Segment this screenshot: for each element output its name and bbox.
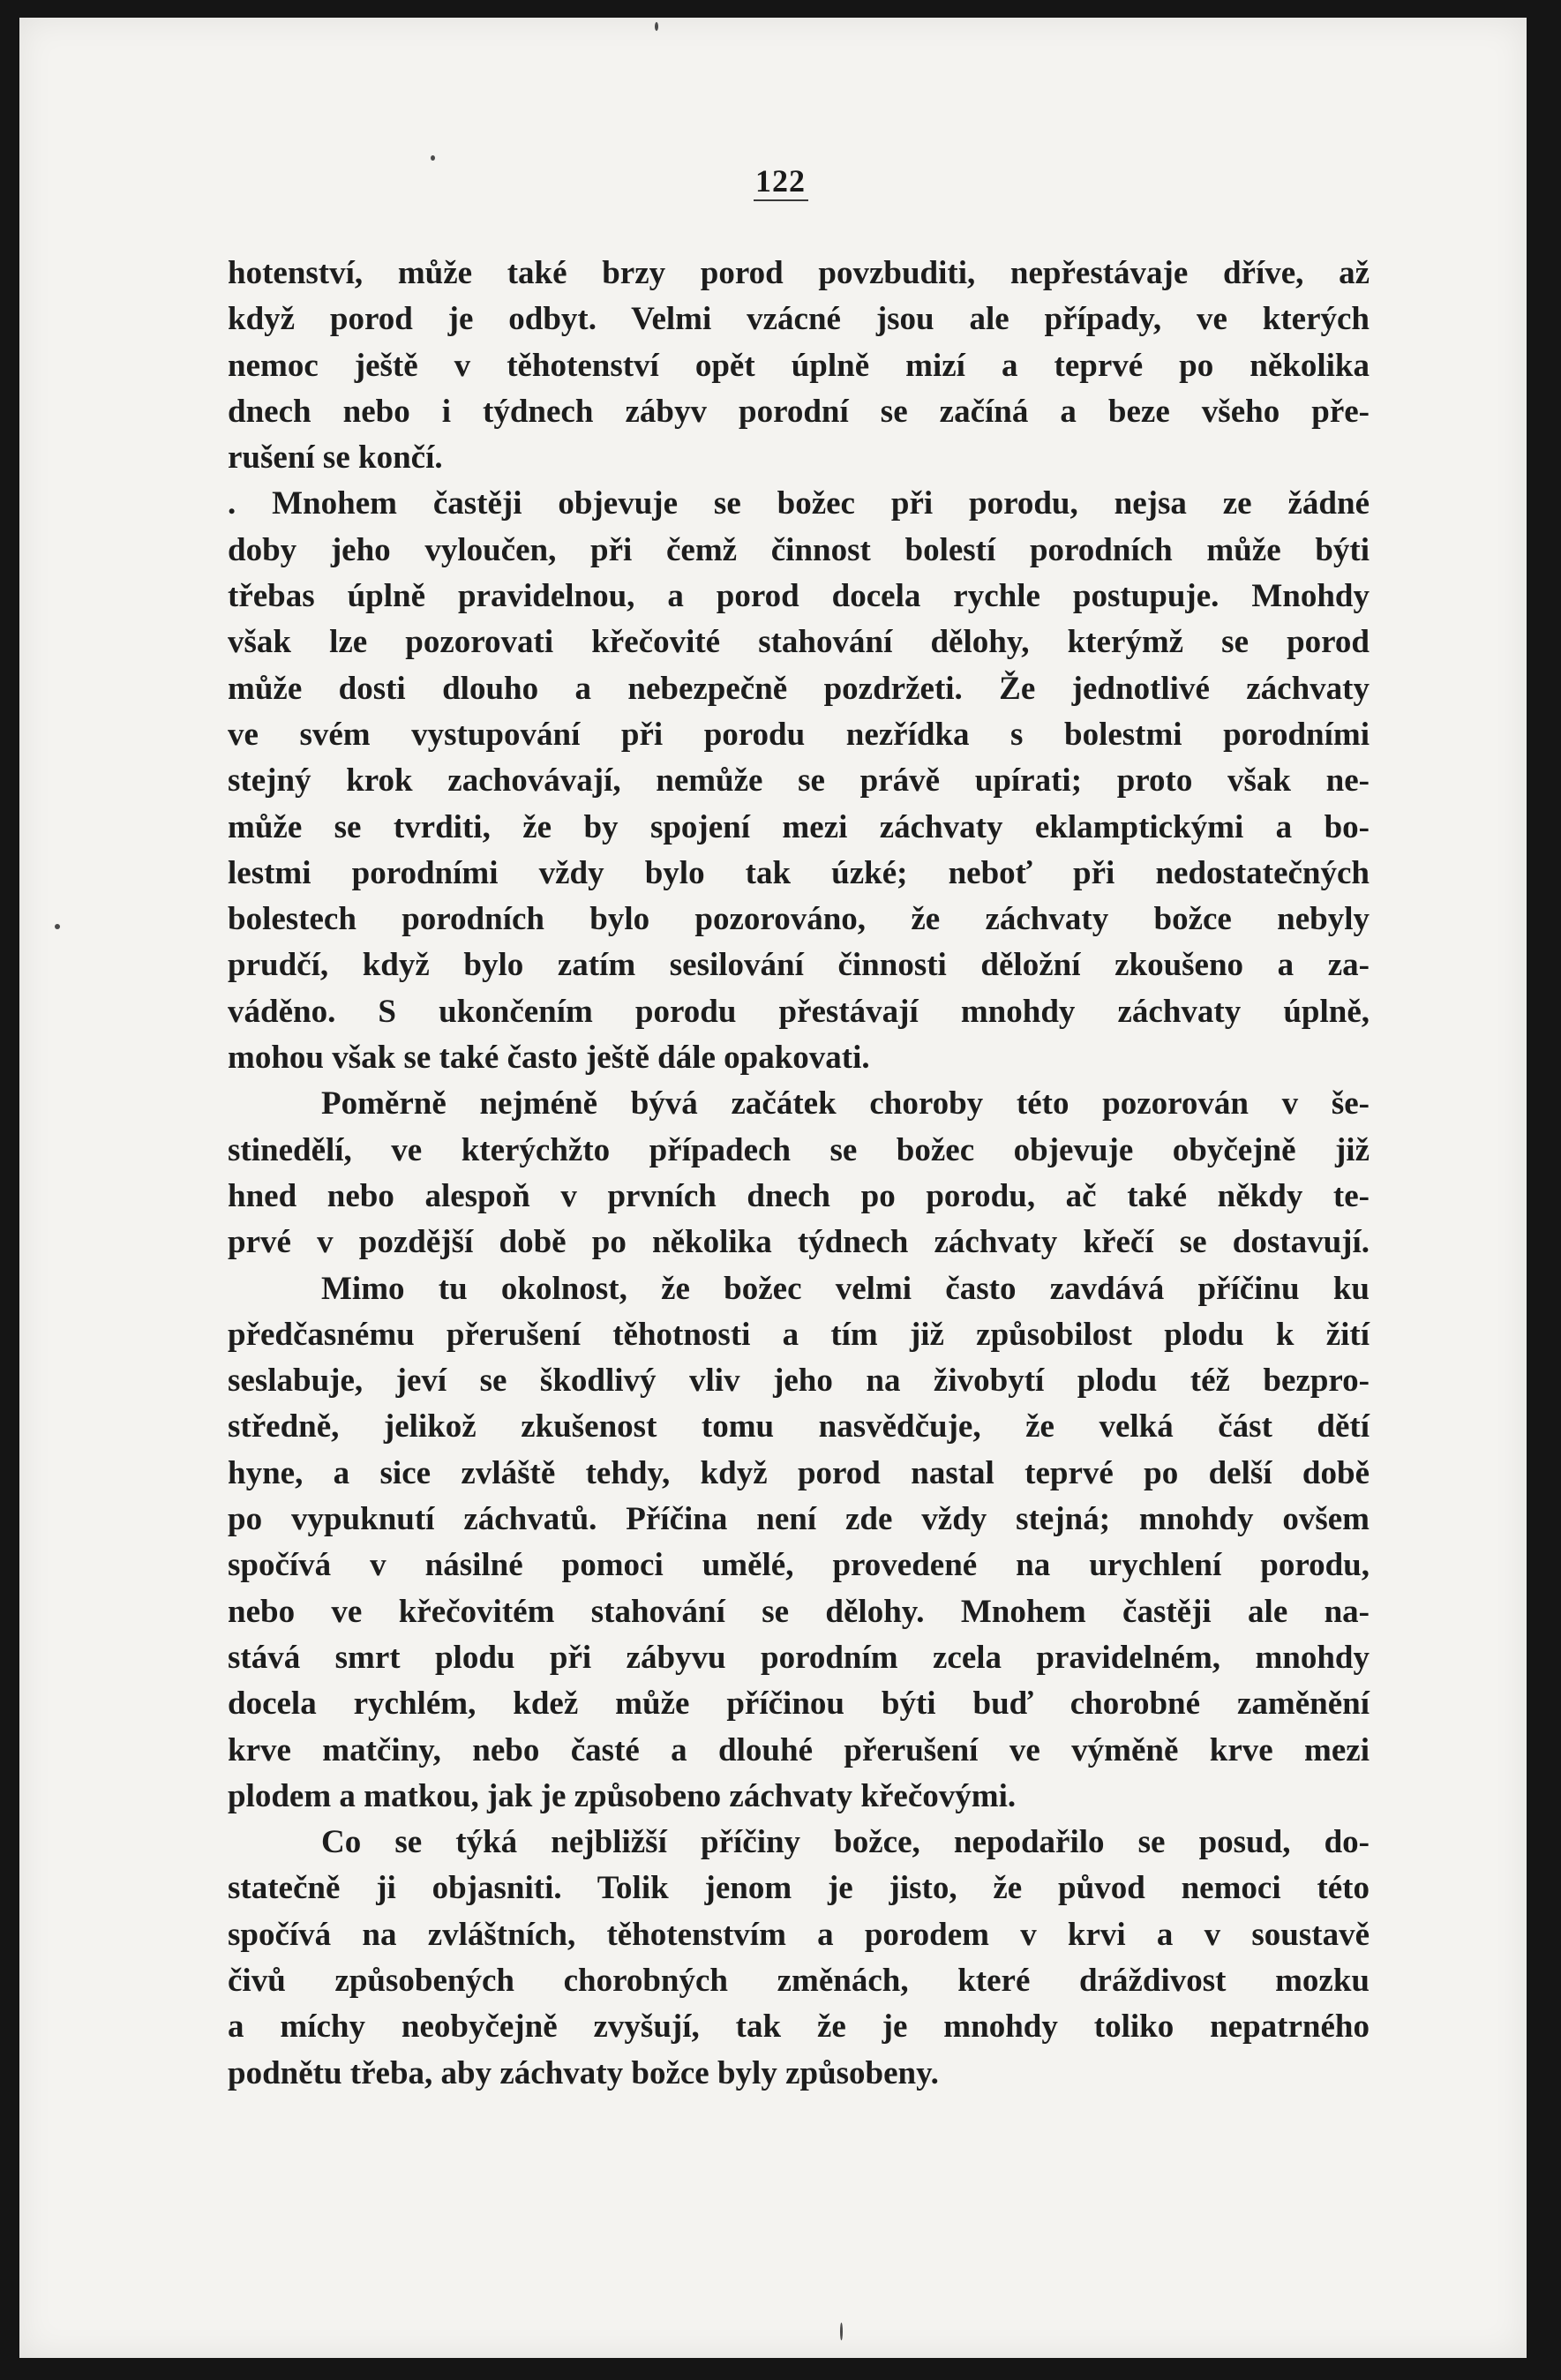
ink-speck xyxy=(431,155,435,161)
text-line: docela rychlém, kdež může příčinou býti buď chorobné zaměnění xyxy=(228,1686,1370,1723)
text-line: prvé v pozdější době po několika týdnech záchvaty křečí se dostavují. xyxy=(228,1224,1370,1261)
text-line: . Mnohem častěji objevuje se božec při porodu, nejsa ze žádné xyxy=(228,485,1370,522)
text-line: stinedělí, ve kterýchžto případech se božec objevuje obyčejně již xyxy=(228,1131,1370,1168)
text-line: Co se týká nejbližší příčiny božce, nepodařilo se posud, do- xyxy=(321,1824,1370,1861)
text-line: když porod je odbyt. Velmi vzácné jsou ale případy, ve kterých xyxy=(228,301,1370,338)
ink-speck xyxy=(55,924,60,929)
text-line: lestmi porodními vždy bylo tak úzké; neboť při nedostatečných xyxy=(228,854,1370,891)
text-line: spočívá na zvláštních, těhotenstvím a porodem v krvi a v soustavě xyxy=(228,1916,1370,1953)
page-number: 122 xyxy=(755,163,806,199)
text-line: hned nebo alespoň v prvních dnech po porodu, ač také někdy te- xyxy=(228,1177,1370,1214)
text-line: nemoc ještě v těhotenství opět úplně mizí a teprvé po několika xyxy=(228,347,1370,384)
text-line: hotenství, může také brzy porod povzbuditi, nepřestávaje dříve, až xyxy=(228,255,1370,291)
text-line: může dosti dlouho a nebezpečně pozdržeti. Že jednotlivé záchvaty xyxy=(228,670,1370,707)
text-line: rušení se končí. xyxy=(228,439,443,477)
text-line: hyne, a sice zvláště tehdy, když porod nastal teprvé po delší době xyxy=(228,1454,1370,1491)
text-line: středně, jelikož zkušenost tomu nasvědčuje, že velká část dětí xyxy=(228,1408,1370,1445)
text-line: plodem a matkou, jak je způsobeno záchvaty křečovými. xyxy=(228,1777,1017,1814)
ink-speck xyxy=(840,2323,843,2340)
text-line: třebas úplně pravidelnou, a porod docela rychle postupuje. Mnohdy xyxy=(228,578,1370,615)
text-line: Mimo tu okolnost, že božec velmi často zavdává příčinu ku xyxy=(321,1270,1370,1307)
page-number-rule xyxy=(754,199,808,201)
text-line: krve matčiny, nebo časté a dlouhé přerušení ve výměně krve mezi xyxy=(228,1731,1370,1768)
text-line: prudčí, když bylo zatím sesilování činnosti děložní zkoušeno a za- xyxy=(228,947,1370,984)
text-line: ve svém vystupování při porodu nezřídka s bolestmi porodními xyxy=(228,716,1370,753)
ink-speck xyxy=(655,22,658,31)
text-line: může se tvrditi, že by spojení mezi záchvaty eklamptickými a bo- xyxy=(228,808,1370,845)
text-line: Poměrně nejméně bývá začátek choroby této pozorován v še- xyxy=(321,1085,1370,1122)
text-line: čivů způsobených chorobných změnách, které dráždivost mozku xyxy=(228,1962,1370,1999)
text-line: bolestech porodních bylo pozorováno, že záchvaty božce nebyly xyxy=(228,901,1370,938)
text-line: seslabuje, jeví se škodlivý vliv jeho na živobytí plodu též bezpro- xyxy=(228,1363,1370,1400)
text-line: statečně ji objasniti. Tolik jenom je jisto, že původ nemoci této xyxy=(228,1870,1370,1907)
text-line: podnětu třeba, aby záchvaty božce byly způsobeny. xyxy=(228,2054,939,2091)
text-line: po vypuknutí záchvatů. Příčina není zde vždy stejná; mnohdy ovšem xyxy=(228,1501,1370,1538)
body-text xyxy=(228,251,1370,2097)
text-line: však lze pozorovati křečovité stahování dělohy, kterýmž se porod xyxy=(228,624,1370,661)
text-line: mohou však se také často ještě dále opakovati. xyxy=(228,1040,870,1077)
text-line: a míchy neobyčejně zvyšují, tak že je mnohdy toliko nepatrného xyxy=(228,2008,1370,2046)
text-line: stejný krok zachovávají, nemůže se právě upírati; proto však ne- xyxy=(228,762,1370,800)
text-line: spočívá v násilné pomoci umělé, provedené na urychlení porodu, xyxy=(228,1547,1370,1584)
text-line: váděno. S ukončením porodu přestávají mnohdy záchvaty úplně, xyxy=(228,993,1370,1030)
text-line: nebo ve křečovitém stahování se dělohy. Mnohem častěji ale na- xyxy=(228,1593,1370,1630)
text-line: doby jeho vyloučen, při čemž činnost bolestí porodních může býti xyxy=(228,531,1370,568)
text-line: stává smrt plodu při zábyvu porodním zcela pravidelném, mnohdy xyxy=(228,1639,1370,1676)
text-line: předčasnému přerušení těhotnosti a tím již způsobilost plodu k žití xyxy=(228,1316,1370,1353)
text-line: dnech nebo i týdnech zábyv porodní se začíná a beze všeho pře- xyxy=(228,393,1370,430)
